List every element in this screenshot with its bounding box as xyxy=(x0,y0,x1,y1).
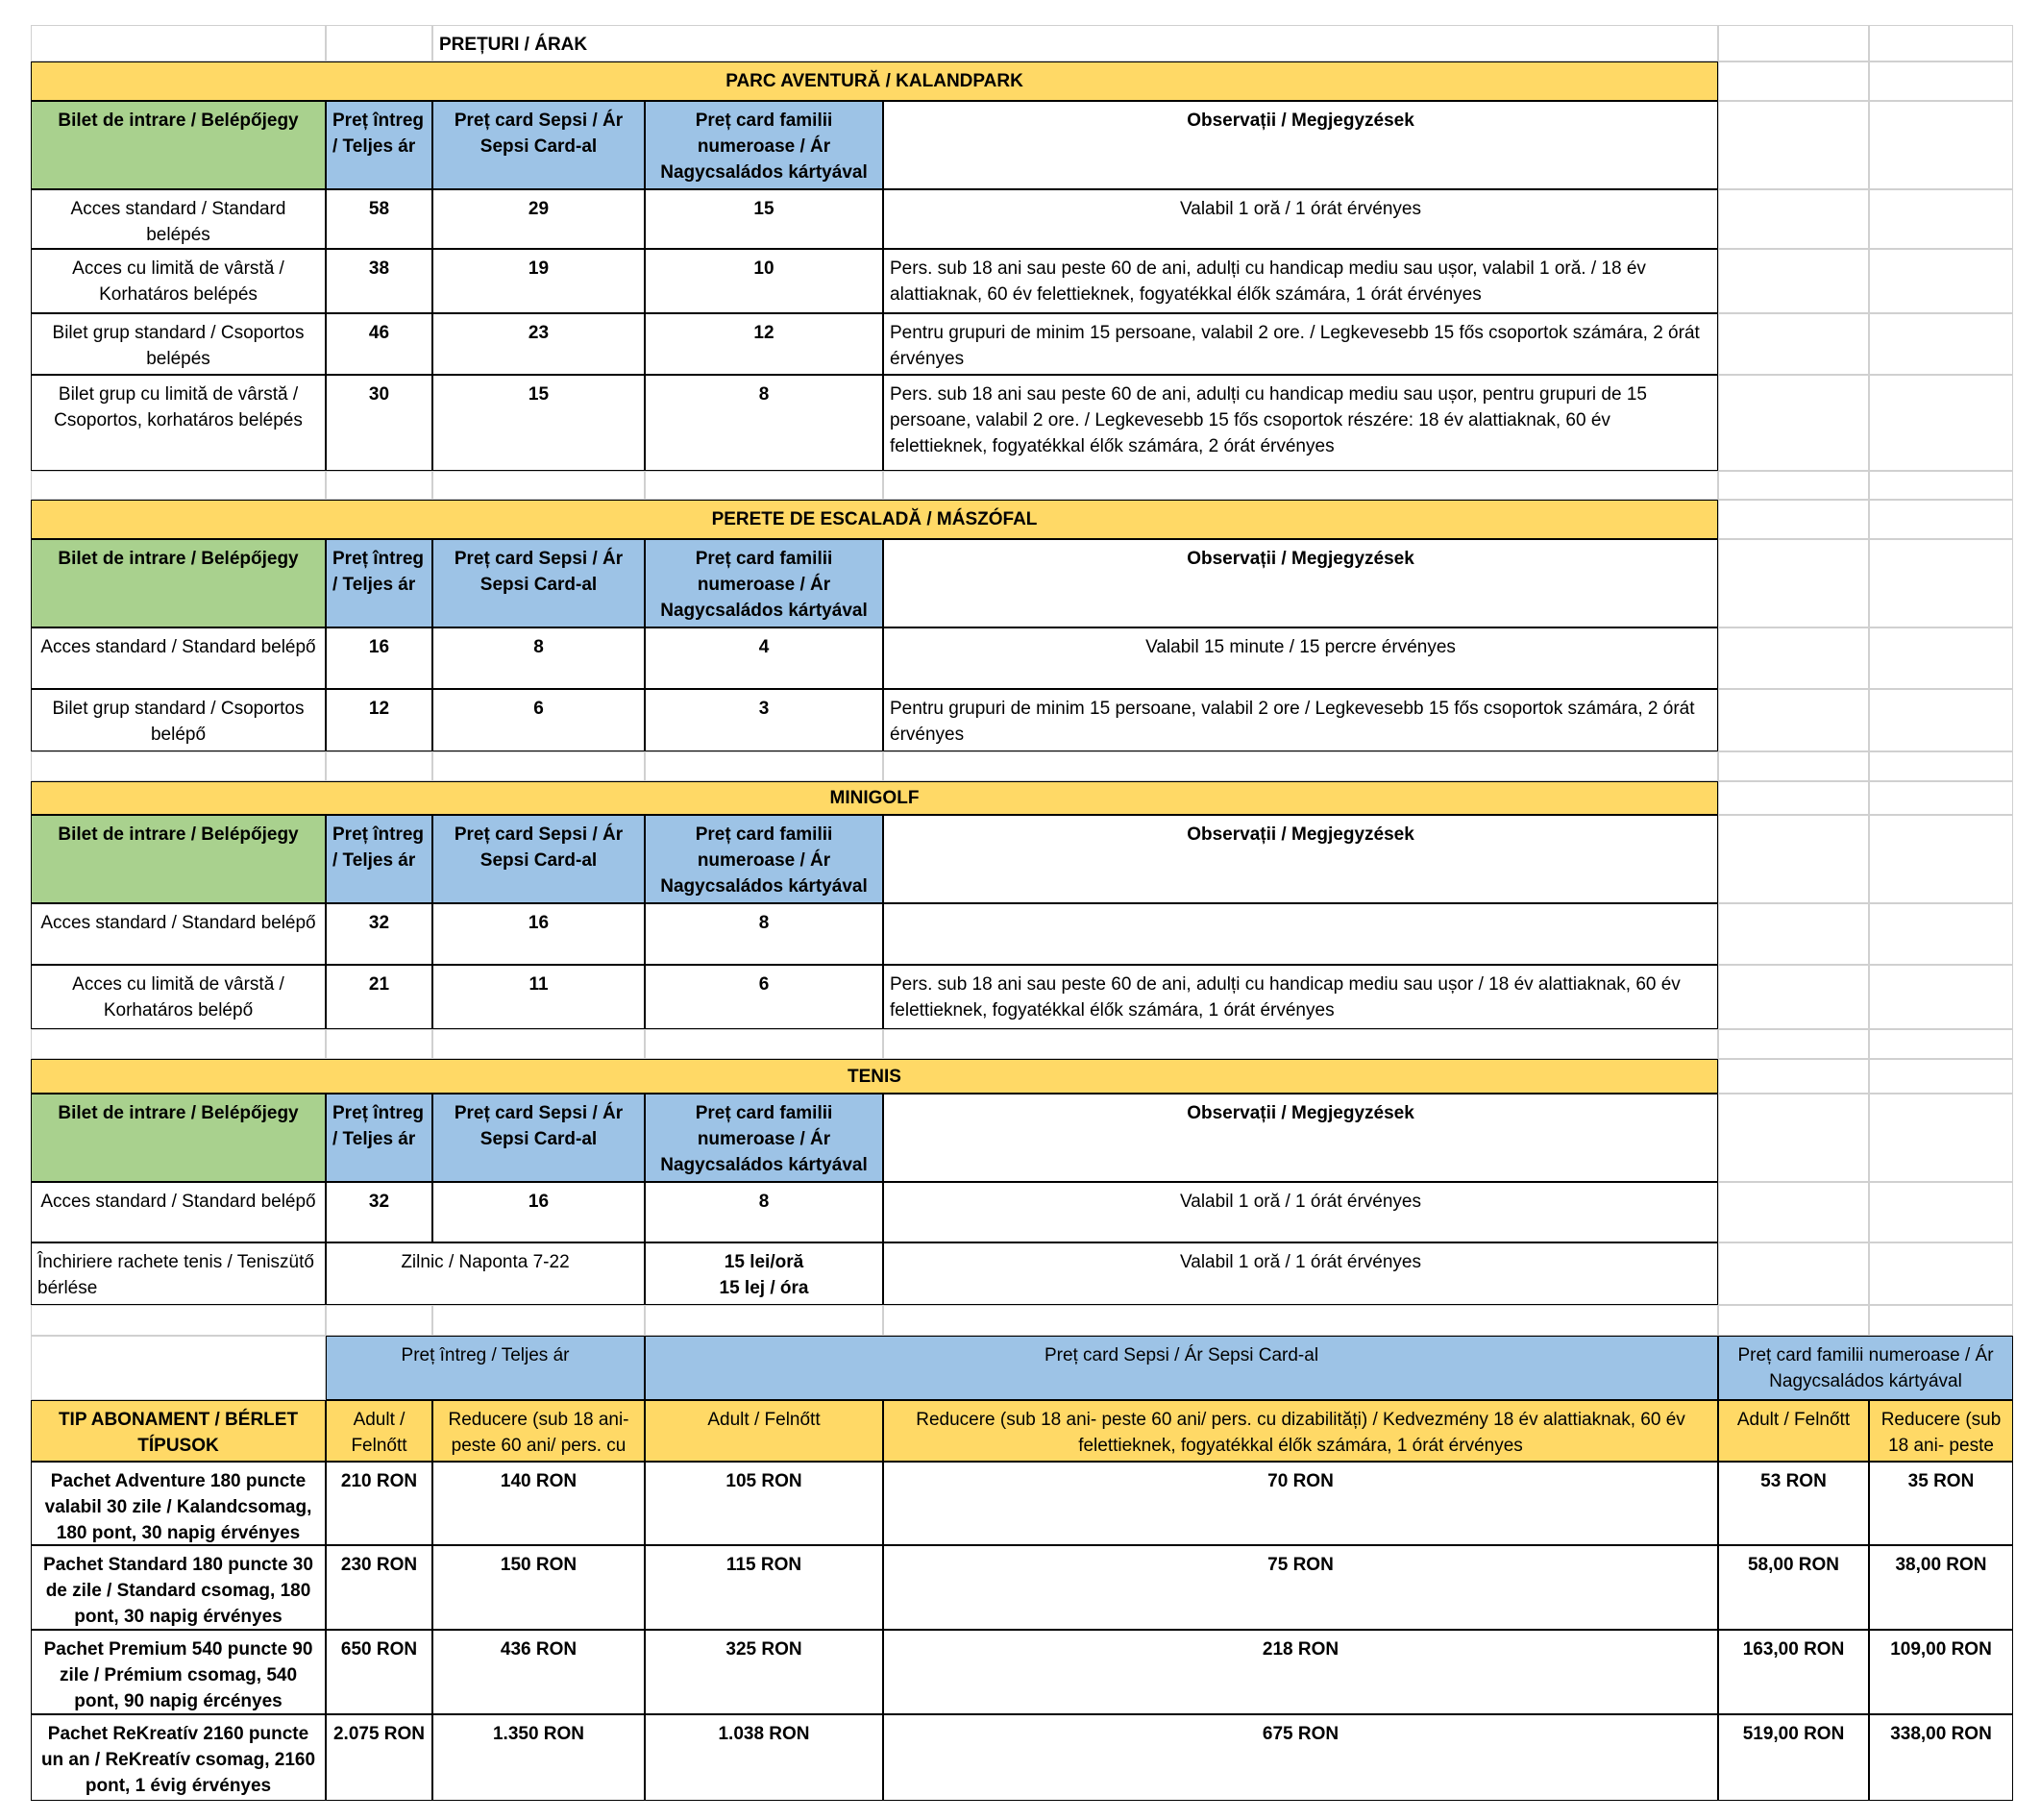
grid-cell xyxy=(1718,751,1869,781)
grid-cell xyxy=(1869,25,2013,61)
grid-cell xyxy=(1869,375,2013,471)
family-reduced-price: 338,00 RON xyxy=(1869,1714,2013,1801)
family-price: 6 xyxy=(645,965,883,1029)
grid-cell xyxy=(1869,1242,2013,1305)
ticket-type: Acces standard / Standard belépő xyxy=(31,1182,326,1242)
family-price: 4 xyxy=(645,627,883,689)
sepsi-price: 19 xyxy=(432,249,645,313)
col-header-notes: Observații / Megjegyzések xyxy=(883,539,1718,627)
notes: Valabil 15 minute / 15 percre érvényes xyxy=(883,627,1718,689)
col-header-full-price: Preț întreg / Teljes ár xyxy=(326,1094,432,1182)
notes: Pentru grupuri de minim 15 persoane, valabil 2 ore / Legkevesebb 15 fős csoportok számára, 2 órát érvényes xyxy=(883,689,1718,751)
sepsi-price: 11 xyxy=(432,965,645,1029)
grid-cell xyxy=(1718,249,1869,313)
grid-cell xyxy=(1869,689,2013,751)
col-header-family-price: Preț card familii numeroase / Ár Nagycsaládos kártyával xyxy=(645,101,883,189)
grid-cell xyxy=(1718,815,1869,903)
grid-cell xyxy=(883,471,1718,500)
grid-cell xyxy=(645,751,883,781)
ticket-type: Acces standard / Standard belépés xyxy=(31,189,326,249)
family-reduced-price: 35 RON xyxy=(1869,1462,2013,1545)
full-price: 38 xyxy=(326,249,432,313)
grid-cell xyxy=(432,751,645,781)
col-header-ticket: Bilet de intrare / Belépőjegy xyxy=(31,815,326,903)
grid-cell xyxy=(883,751,1718,781)
family-adult-price: 163,00 RON xyxy=(1718,1630,1869,1714)
full-adult-price: 650 RON xyxy=(326,1630,432,1714)
family-adult-price: 58,00 RON xyxy=(1718,1545,1869,1630)
sub-family-reduced-label: Reducere (sub 18 ani- peste xyxy=(1869,1400,2013,1462)
sepsi-reduced-price: 675 RON xyxy=(883,1714,1718,1801)
sepsi-reduced-price: 75 RON xyxy=(883,1545,1718,1630)
sepsi-adult-price: 105 RON xyxy=(645,1462,883,1545)
family-reduced-price: 38,00 RON xyxy=(1869,1545,2013,1630)
sepsi-price: 6 xyxy=(432,689,645,751)
grid-cell xyxy=(1869,1094,2013,1182)
full-price: 30 xyxy=(326,375,432,471)
ticket-type: Acces cu limită de vârstă / Korhatáros belépés xyxy=(31,249,326,313)
family-price: 12 xyxy=(645,313,883,375)
grid-cell xyxy=(1869,1059,2013,1094)
grid-cell xyxy=(1718,500,1869,539)
col-header-family-price: Preț card familii numeroase / Ár Nagycsaládos kártyával xyxy=(645,1094,883,1182)
ticket-type: Acces cu limită de vârstă / Korhatáros belépő xyxy=(31,965,326,1029)
grid-cell xyxy=(1718,1029,1869,1059)
full-price: 58 xyxy=(326,189,432,249)
col-header-full-price: Preț întreg / Teljes ár xyxy=(326,539,432,627)
grid-cell xyxy=(1718,189,1869,249)
section-title: PERETE DE ESCALADĂ / MÁSZÓFAL xyxy=(31,500,1718,539)
grid-cell xyxy=(1718,627,1869,689)
sepsi-reduced-price: 70 RON xyxy=(883,1462,1718,1545)
subscription-name: Pachet Premium 540 puncte 90 zile / Prémium csomag, 540 pont, 90 napig ércényes xyxy=(31,1630,326,1714)
grid-cell xyxy=(1869,1182,2013,1242)
grid-cell xyxy=(1718,313,1869,375)
grid-cell xyxy=(1869,500,2013,539)
family-price: 3 xyxy=(645,689,883,751)
notes: Pers. sub 18 ani sau peste 60 de ani, adulți cu handicap mediu sau ușor, valabil 1 oră. / 18 év alattiaknak, 60 év felettieknek, fogyatékkal élők számára, 1 órát érvényes xyxy=(883,249,1718,313)
grid-cell xyxy=(1869,903,2013,965)
col-header-full-price: Preț întreg / Teljes ár xyxy=(326,815,432,903)
full-price: 32 xyxy=(326,1182,432,1242)
sepsi-price: 8 xyxy=(432,627,645,689)
rental-price-hu: 15 lej / óra xyxy=(719,1278,809,1298)
col-header-notes: Observații / Megjegyzések xyxy=(883,101,1718,189)
full-price: 46 xyxy=(326,313,432,375)
sub-type-label: TIP ABONAMENT / BÉRLET TÍPUSOK xyxy=(31,1400,326,1462)
grid-cell xyxy=(1869,61,2013,101)
sub-full-reduced-label: Reducere (sub 18 ani- peste 60 ani/ pers. cu xyxy=(432,1400,645,1462)
family-reduced-price: 109,00 RON xyxy=(1869,1630,2013,1714)
grid-cell xyxy=(1718,61,1869,101)
racket-rental-label: Închiriere rachete tenis / Teniszütő bérlése xyxy=(31,1242,326,1305)
col-header-notes: Observații / Megjegyzések xyxy=(883,1094,1718,1182)
family-price: 8 xyxy=(645,903,883,965)
grid-cell xyxy=(1869,781,2013,815)
grid-cell xyxy=(432,1305,645,1336)
ticket-type: Acces standard / Standard belépő xyxy=(31,627,326,689)
full-adult-price: 2.075 RON xyxy=(326,1714,432,1801)
sepsi-price: 29 xyxy=(432,189,645,249)
col-header-ticket: Bilet de intrare / Belépőjegy xyxy=(31,1094,326,1182)
grid-cell xyxy=(326,751,432,781)
sepsi-price: 16 xyxy=(432,903,645,965)
grid-cell xyxy=(326,1305,432,1336)
sepsi-adult-price: 325 RON xyxy=(645,1630,883,1714)
col-header-sepsi-price: Preț card Sepsi / Ár Sepsi Card-al xyxy=(432,101,645,189)
notes xyxy=(883,903,1718,965)
sub-sepsi-reduced-label: Reducere (sub 18 ani- peste 60 ani/ pers. cu dizabilități) / Kedvezmény 18 év alattiaknak, 60 év felettieknek, fogyatékkal élők számára, 1 órát érvényes xyxy=(883,1400,1718,1462)
grid-cell xyxy=(1869,189,2013,249)
rental-notes: Valabil 1 oră / 1 órát érvényes xyxy=(883,1242,1718,1305)
grid-cell xyxy=(1718,1182,1869,1242)
sub-header-full: Preț întreg / Teljes ár xyxy=(326,1336,645,1400)
grid-cell xyxy=(31,471,326,500)
sepsi-price: 23 xyxy=(432,313,645,375)
grid-cell xyxy=(432,471,645,500)
notes: Valabil 1 oră / 1 órát érvényes xyxy=(883,189,1718,249)
rental-schedule: Zilnic / Naponta 7-22 xyxy=(326,1242,645,1305)
col-header-family-price: Preț card familii numeroase / Ár Nagycsaládos kártyával xyxy=(645,815,883,903)
grid-cell xyxy=(1869,965,2013,1029)
grid-cell xyxy=(883,1029,1718,1059)
grid-cell xyxy=(1718,1305,1869,1336)
notes: Valabil 1 oră / 1 órát érvényes xyxy=(883,1182,1718,1242)
sepsi-price: 15 xyxy=(432,375,645,471)
grid-cell xyxy=(1718,903,1869,965)
notes: Pentru grupuri de minim 15 persoane, valabil 2 ore. / Legkevesebb 15 fős csoportok számára, 2 órát érvényes xyxy=(883,313,1718,375)
grid-cell xyxy=(1718,471,1869,500)
grid-cell xyxy=(1718,689,1869,751)
grid-cell xyxy=(1869,1029,2013,1059)
family-price: 15 xyxy=(645,189,883,249)
ticket-type: Bilet grup standard / Csoportos belépés xyxy=(31,313,326,375)
sepsi-adult-price: 115 RON xyxy=(645,1545,883,1630)
notes: Pers. sub 18 ani sau peste 60 de ani, adulți cu handicap mediu sau ușor, pentru grupuri de 15 persoane, valabil 2 ore. / Legkevesebb 15 fős csoportok részére: 18 év alattiaknak, 60 év felettieknek, fogyatékkal élők számára, 2 órát érvényes xyxy=(883,375,1718,471)
family-price: 10 xyxy=(645,249,883,313)
col-header-ticket: Bilet de intrare / Belépőjegy xyxy=(31,539,326,627)
sub-header-family: Preț card familii numeroase / Ár Nagycsaládos kártyával xyxy=(1718,1336,2013,1400)
ticket-type: Acces standard / Standard belépő xyxy=(31,903,326,965)
grid-cell xyxy=(1869,539,2013,627)
sepsi-price: 16 xyxy=(432,1182,645,1242)
grid-cell xyxy=(31,1029,326,1059)
sub-family-adult-label: Adult / Felnőtt xyxy=(1718,1400,1869,1462)
section-title: MINIGOLF xyxy=(31,781,1718,815)
full-price: 32 xyxy=(326,903,432,965)
section-title: PARC AVENTURĂ / KALANDPARK xyxy=(31,61,1718,101)
full-adult-price: 210 RON xyxy=(326,1462,432,1545)
grid-cell xyxy=(1869,751,2013,781)
sepsi-adult-price: 1.038 RON xyxy=(645,1714,883,1801)
col-header-ticket: Bilet de intrare / Belépőjegy xyxy=(31,101,326,189)
grid-cell xyxy=(883,1305,1718,1336)
sub-sepsi-adult-label: Adult / Felnőtt xyxy=(645,1400,883,1462)
grid-cell xyxy=(1869,1305,2013,1336)
notes: Pers. sub 18 ani sau peste 60 de ani, adulți cu handicap mediu sau ușor / 18 év alattiaknak, 60 év felettieknek, fogyatékkal élők számára, 1 órát érvényes xyxy=(883,965,1718,1029)
grid-cell xyxy=(1718,781,1869,815)
full-reduced-price: 140 RON xyxy=(432,1462,645,1545)
family-price: 8 xyxy=(645,1182,883,1242)
grid-cell xyxy=(1869,471,2013,500)
col-header-sepsi-price: Preț card Sepsi / Ár Sepsi Card-al xyxy=(432,815,645,903)
full-adult-price: 230 RON xyxy=(326,1545,432,1630)
grid-cell xyxy=(1718,1242,1869,1305)
grid-cell xyxy=(1718,965,1869,1029)
rental-price-ro: 15 lei/oră xyxy=(724,1252,804,1272)
full-reduced-price: 436 RON xyxy=(432,1630,645,1714)
full-reduced-price: 1.350 RON xyxy=(432,1714,645,1801)
sepsi-reduced-price: 218 RON xyxy=(883,1630,1718,1714)
full-price: 12 xyxy=(326,689,432,751)
grid-cell xyxy=(1869,249,2013,313)
grid-cell xyxy=(31,25,326,61)
col-header-sepsi-price: Preț card Sepsi / Ár Sepsi Card-al xyxy=(432,539,645,627)
grid-cell xyxy=(645,471,883,500)
grid-cell xyxy=(1869,313,2013,375)
grid-cell xyxy=(1718,101,1869,189)
grid-cell xyxy=(645,1029,883,1059)
grid-cell xyxy=(1718,25,1869,61)
grid-cell xyxy=(645,1305,883,1336)
subscription-name: Pachet Adventure 180 puncte valabil 30 zile / Kalandcsomag, 180 pont, 30 napig érvényes xyxy=(31,1462,326,1545)
grid-cell xyxy=(31,1305,326,1336)
ticket-type: Bilet grup cu limită de vârstă / Csoportos, korhatáros belépés xyxy=(31,375,326,471)
family-price: 8 xyxy=(645,375,883,471)
full-reduced-price: 150 RON xyxy=(432,1545,645,1630)
full-price: 21 xyxy=(326,965,432,1029)
rental-price xyxy=(645,1242,883,1305)
col-header-sepsi-price: Preț card Sepsi / Ár Sepsi Card-al xyxy=(432,1094,645,1182)
grid-cell xyxy=(326,25,432,61)
grid-cell xyxy=(31,1336,326,1400)
col-header-notes: Observații / Megjegyzések xyxy=(883,815,1718,903)
family-adult-price: 53 RON xyxy=(1718,1462,1869,1545)
grid-cell xyxy=(1718,375,1869,471)
grid-cell xyxy=(326,471,432,500)
col-header-family-price: Preț card familii numeroase / Ár Nagycsaládos kártyával xyxy=(645,539,883,627)
grid-cell xyxy=(1869,101,2013,189)
grid-cell xyxy=(31,751,326,781)
grid-cell xyxy=(1718,1094,1869,1182)
ticket-type: Bilet grup standard / Csoportos belépő xyxy=(31,689,326,751)
family-adult-price: 519,00 RON xyxy=(1718,1714,1869,1801)
grid-cell xyxy=(326,1029,432,1059)
grid-cell xyxy=(1718,1059,1869,1094)
subscription-name: Pachet ReKreatív 2160 puncte un an / ReKreatív csomag, 2160 pont, 1 évig érvényes xyxy=(31,1714,326,1801)
sub-header-sepsi: Preț card Sepsi / Ár Sepsi Card-al xyxy=(645,1336,1718,1400)
sub-full-adult-label: Adult / Felnőtt xyxy=(326,1400,432,1462)
grid-cell xyxy=(1869,627,2013,689)
page-title: PREȚURI / ÁRAK xyxy=(432,25,1718,61)
section-title: TENIS xyxy=(31,1059,1718,1094)
grid-cell xyxy=(1869,815,2013,903)
grid-cell xyxy=(432,1029,645,1059)
full-price: 16 xyxy=(326,627,432,689)
col-header-full-price: Preț întreg / Teljes ár xyxy=(326,101,432,189)
subscription-name: Pachet Standard 180 puncte 30 de zile / Standard csomag, 180 pont, 30 napig érvényes xyxy=(31,1545,326,1630)
grid-cell xyxy=(1718,539,1869,627)
